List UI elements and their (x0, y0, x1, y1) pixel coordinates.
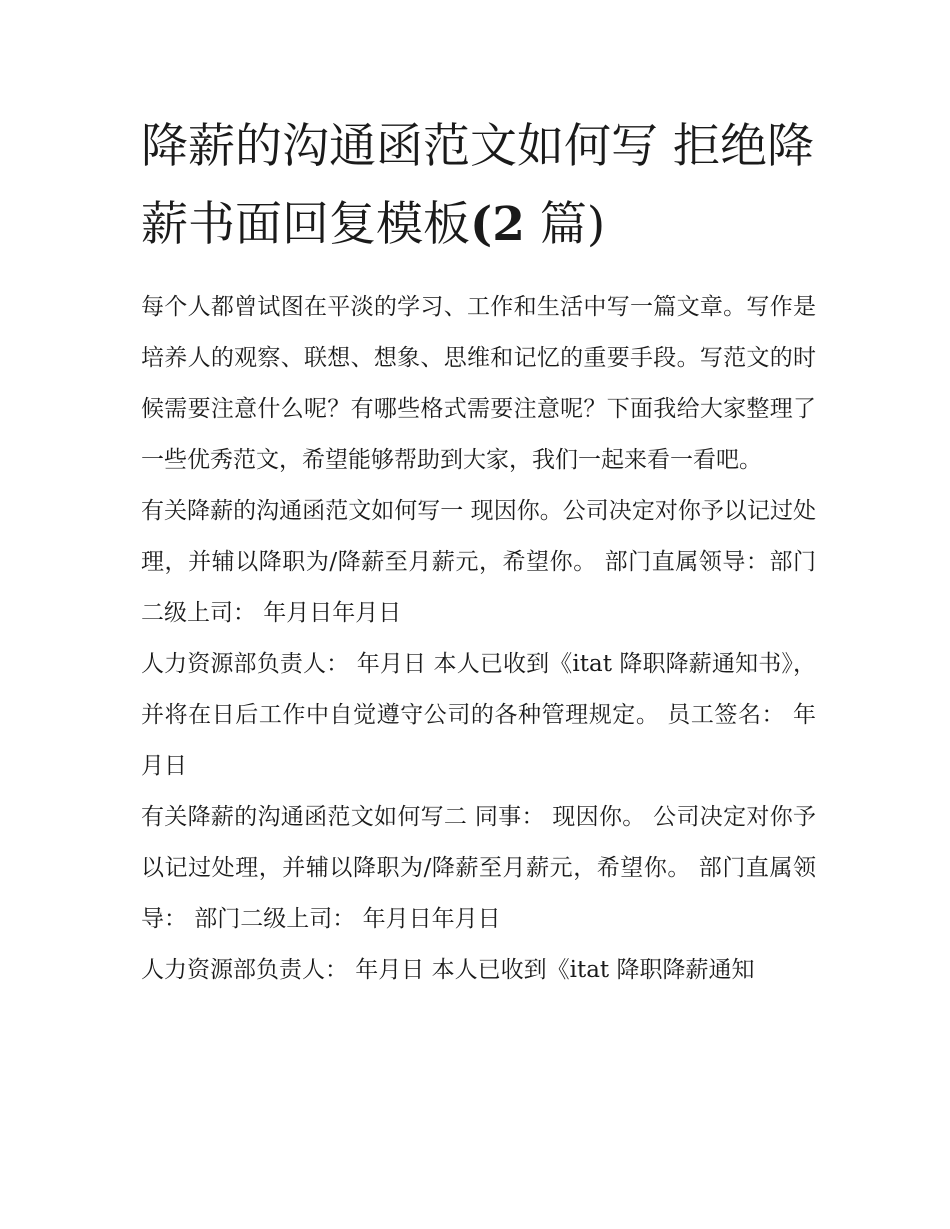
paragraph-signature-2: 人力资源部负责人： 年月日 本人已收到《itat 降职降薪通知 (141, 957, 755, 983)
title-text-suffix: 篇) (539, 197, 606, 252)
title-text-main: 降薪的沟通函范文如何写 拒绝降薪书面回复模板 (141, 119, 814, 252)
paragraph-signature-1: 人力资源部负责人： 年月日 本人已收到《itat 降职降薪通知书》，并将在日后工作中自觉遵守公司的各种管理规定。 员工签名： 年月日 (141, 651, 816, 779)
document-page (141, 108, 816, 996)
document-body (141, 282, 816, 996)
paragraph-template-2: 有关降薪的沟通函范文如何写二 同事： 现因你。 公司决定对你予以记过处理，并辅以降职为/降薪至月薪元，希望你。 部门直属领导： 部门二级上司： 年月日年月日 (141, 804, 816, 932)
paragraph-intro: 每个人都曾试图在平淡的学习、工作和生活中写一篇文章。写作是培养人的观察、联想、想象、思维和记忆的重要手段。写范文的时候需要注意什么呢？有哪些格式需要注意呢？下面我给大家整理了一些优秀范文，希望能够帮助到大家，我们一起来看一看吧。 (141, 294, 816, 473)
document-title (141, 108, 816, 264)
title-text-count: (2 (470, 197, 525, 252)
paragraph-template-1: 有关降薪的沟通函范文如何写一 现因你。公司决定对你予以记过处理，并辅以降职为/降薪至月薪元，希望你。 部门直属领导：部门二级上司： 年月日年月日 (141, 498, 816, 626)
